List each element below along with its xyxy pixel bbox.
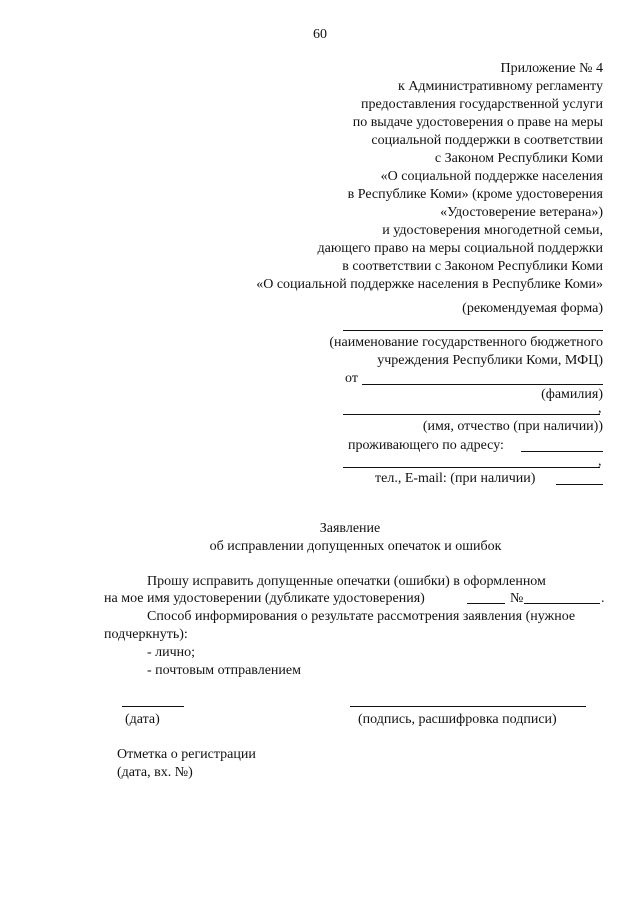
signature-label: (подпись, расшифровка подписи) bbox=[358, 712, 557, 727]
surname-label: (фамилия) bbox=[541, 387, 603, 402]
appendix-line: предоставления государственной услуги bbox=[361, 97, 603, 112]
statement-title: Заявление bbox=[319, 521, 381, 536]
institution-label: учреждения Республики Коми, МФЦ) bbox=[377, 353, 603, 368]
option-by-mail: - почтовым отправлением bbox=[147, 663, 301, 678]
appendix-line: социальной поддержки в соответствии bbox=[371, 133, 603, 148]
appendix-line: в соответствии с Законом Республики Коми bbox=[342, 259, 603, 274]
appendix-line: дающего право на меры социальной поддержки bbox=[317, 241, 603, 256]
appendix-line: по выдаче удостоверения о праве на меры bbox=[352, 115, 603, 130]
statement-subtitle: об исправлении допущенных опечаток и ошибок bbox=[209, 539, 502, 554]
address-field-line bbox=[521, 451, 603, 452]
name-field-line bbox=[343, 414, 600, 415]
date-label: (дата) bbox=[125, 712, 160, 727]
appendix-line: и удостоверения многодетной семьи, bbox=[382, 223, 603, 238]
appendix-line: «О социальной поддержке населения bbox=[380, 169, 603, 184]
address-label: проживающего по адресу: bbox=[348, 438, 504, 453]
method-line: Способ информирования о результате рассмотрения заявления (нужное bbox=[147, 609, 576, 624]
request-line: Прошу исправить допущенные опечатки (ошибки) в оформленном bbox=[147, 574, 546, 589]
certificate-number-field bbox=[524, 603, 600, 604]
signature-field-line bbox=[350, 706, 586, 707]
name-label: (имя, отчество (при наличии)) bbox=[422, 419, 603, 434]
contacts-field-line bbox=[556, 484, 603, 485]
appendix-line: Приложение № 4 bbox=[500, 61, 603, 76]
from-label: от bbox=[345, 371, 358, 386]
appendix-line: к Административному регламенту bbox=[398, 79, 603, 94]
option-in-person: - лично; bbox=[147, 645, 196, 660]
method-line: подчеркнуть): bbox=[104, 627, 188, 642]
institution-label: (наименование государственного бюджетного bbox=[329, 335, 603, 350]
recommended-form-label: (рекомендуемая форма) bbox=[462, 301, 603, 316]
appendix-line: с Законом Республики Коми bbox=[434, 151, 603, 166]
comma: , bbox=[598, 401, 602, 416]
registration-label: Отметка о регистрации bbox=[117, 747, 256, 762]
contacts-label: тел., E-mail: (при наличии) bbox=[375, 471, 536, 486]
from-field-line bbox=[362, 384, 603, 385]
period: . bbox=[601, 591, 605, 606]
page-number: 60 bbox=[313, 27, 327, 42]
appendix-line: «О социальной поддержке населения в Республике Коми» bbox=[256, 277, 603, 292]
number-sign: № bbox=[510, 591, 524, 606]
certificate-series-field bbox=[467, 603, 505, 604]
address-field-line-2 bbox=[343, 467, 600, 468]
request-line: на мое имя удостоверении (дубликате удостоверения) bbox=[104, 591, 425, 606]
appendix-line: в Республике Коми» (кроме удостоверения bbox=[347, 187, 603, 202]
registration-date-label: (дата, вх. №) bbox=[117, 765, 193, 780]
institution-field-line bbox=[343, 330, 603, 331]
date-field-line bbox=[122, 706, 184, 707]
comma: , bbox=[598, 454, 602, 469]
appendix-line: «Удостоверение ветерана») bbox=[440, 205, 603, 220]
